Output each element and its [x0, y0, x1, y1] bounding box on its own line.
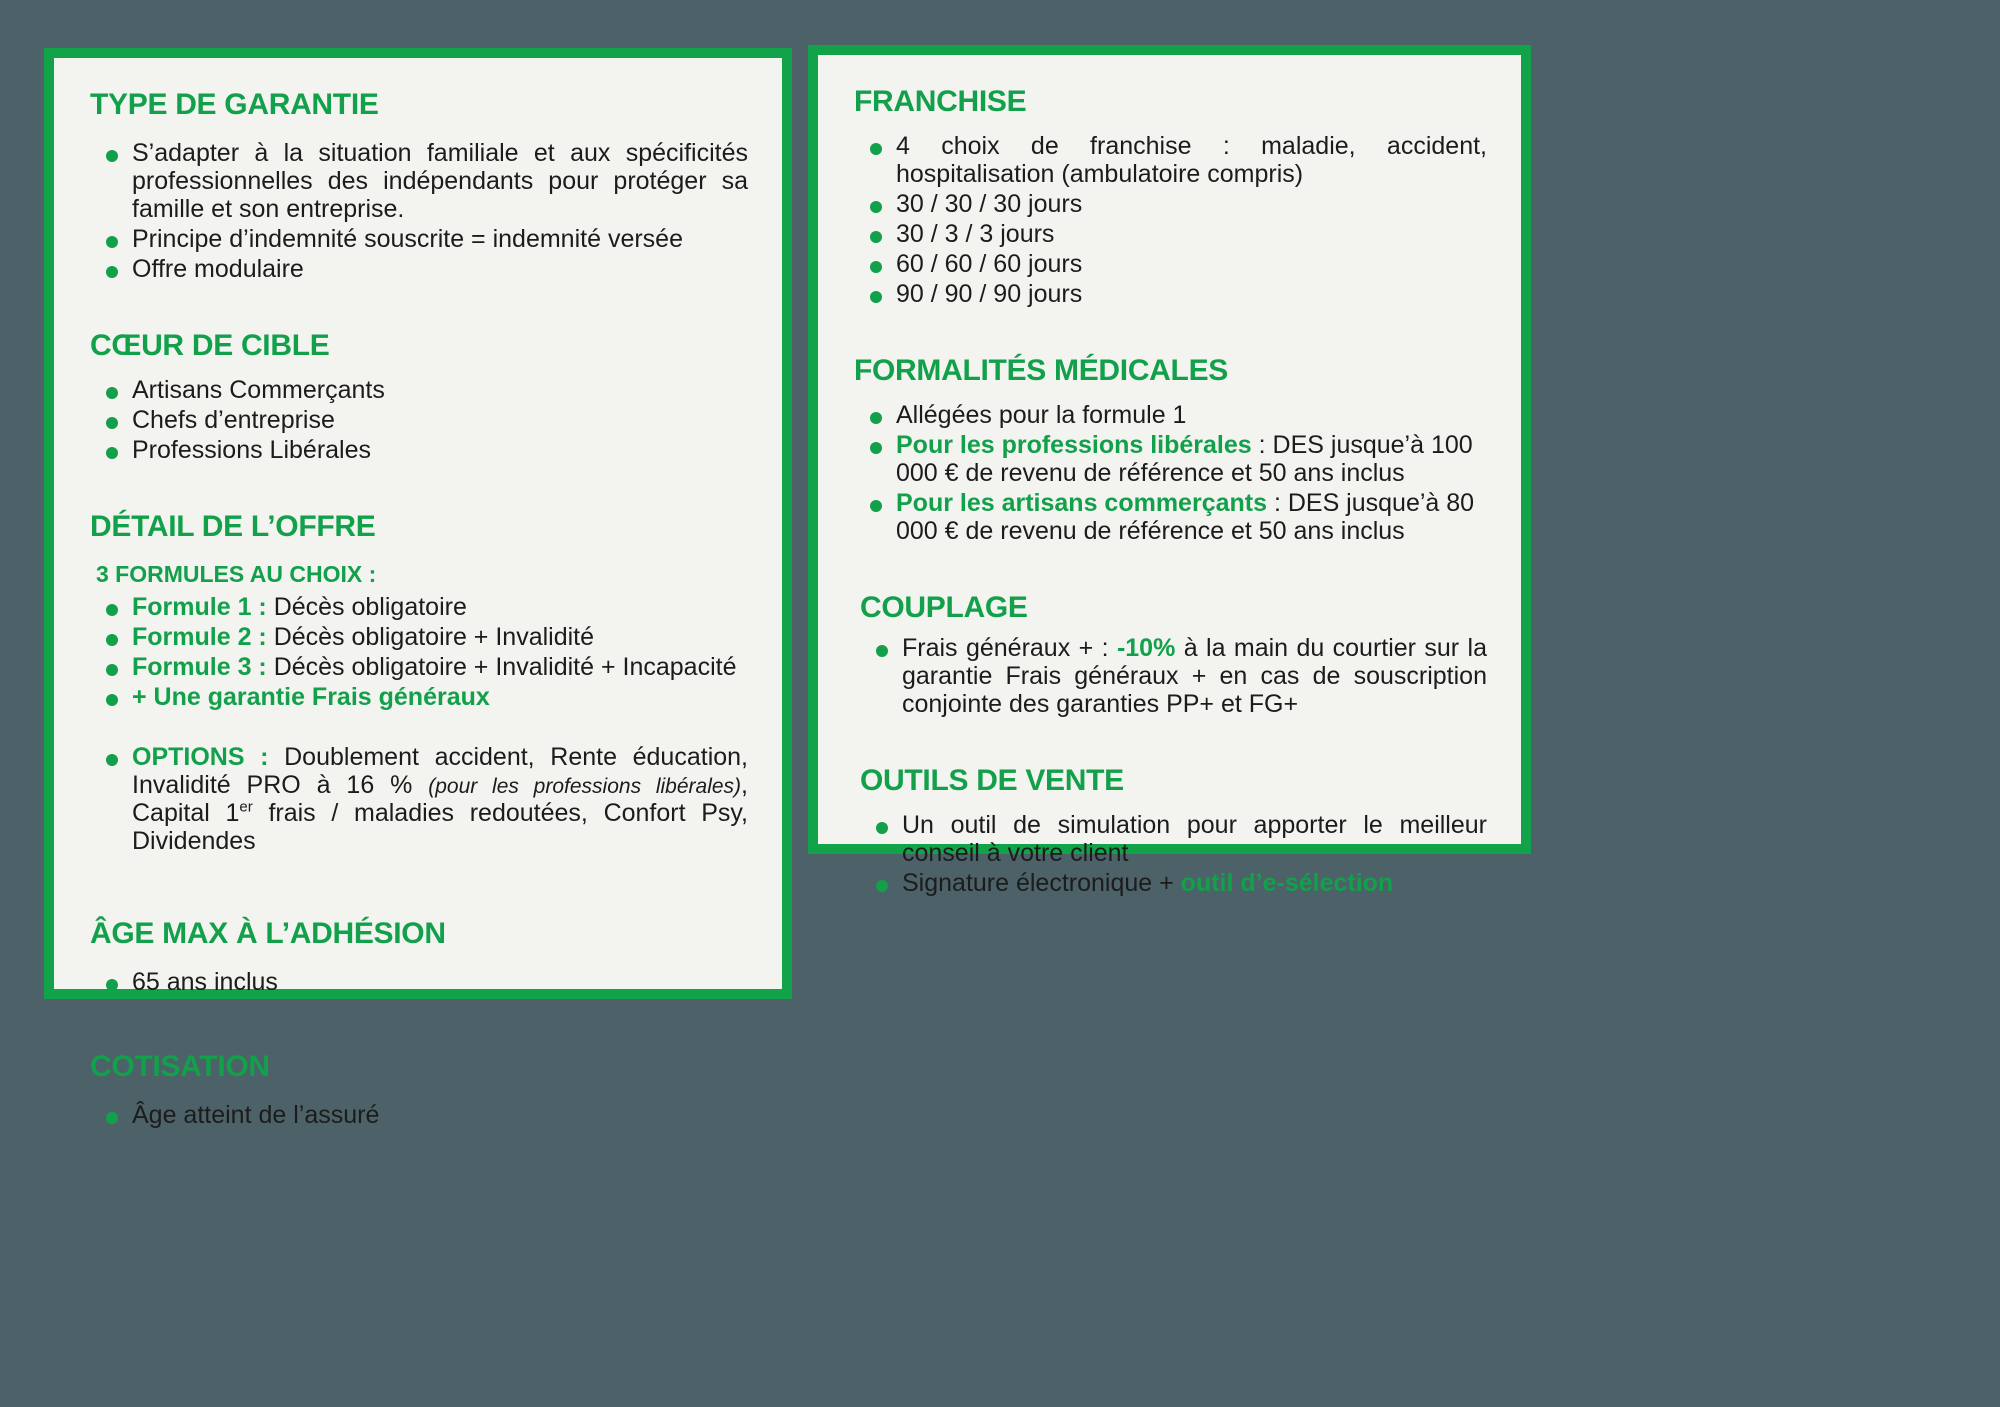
signature-text: Signature électronique +: [902, 869, 1181, 897]
section-heading-type-de-garantie: TYPE DE GARANTIE: [90, 88, 379, 121]
list-item-text: Professions Libérales: [132, 436, 372, 464]
list-item: [90, 406, 748, 434]
list-item-options: [90, 743, 748, 855]
list-item-text: S’adapter à la situation familiale et aux spécificités professionnelles des indépendants pour protéger sa famille et son entreprise.: [132, 139, 748, 223]
list-item: [90, 1101, 748, 1129]
list-item: [90, 376, 748, 404]
list-item-couplage: [860, 634, 1487, 718]
couplage-text-part1: Frais généraux + :: [902, 634, 1117, 662]
professions-liberales-text: : DES jusque’à 100 000 € de revenu de référence et 50 ans inclus: [896, 431, 1473, 487]
outil-e-selection-label: outil d’e-sélection: [1180, 869, 1394, 897]
list-item-signature-electronique: [860, 869, 1487, 897]
list-item-outil-simulation: [860, 811, 1487, 867]
artisans-commercants-text: : DES jusque’à 80 000 € de revenu de référence et 50 ans inclus: [896, 489, 1475, 545]
formule-label: Formule 3 :: [132, 653, 267, 682]
list-item-text: Allégées pour la formule 1: [896, 401, 1187, 429]
list-coeur-de-cible: [90, 376, 748, 464]
list-item: [854, 190, 1487, 218]
list-item: [854, 280, 1487, 308]
section-heading-coeur-de-cible: CŒUR DE CIBLE: [90, 329, 330, 362]
left-panel: [44, 48, 792, 1130]
options-text-part2: , Capital 1: [132, 771, 748, 828]
formule-text: Décès obligatoire + Invalidité + Incapacité: [266, 653, 737, 682]
section-heading-franchise: FRANCHISE: [854, 85, 1027, 118]
list-item: [90, 968, 748, 996]
list-item-artisans-commercants: [854, 489, 1487, 545]
couplage-discount-highlight: -10%: [1116, 634, 1176, 662]
options-superscript: er: [239, 799, 253, 817]
section-heading-age-max-adhesion: ÂGE MAX À L’ADHÉSION: [90, 917, 446, 951]
list-item: [854, 250, 1487, 278]
section-heading-formalites-medicales: FORMALITÉS MÉDICALES: [854, 354, 1228, 387]
couplage-text-part2: à la main du courtier sur la garantie Frais généraux + en cas de souscription conjointe des garanties PP+ et FG+: [902, 634, 1487, 718]
list-item: [90, 436, 748, 464]
list-options: [90, 743, 748, 855]
section-heading-cotisation: COTISATION: [90, 1050, 270, 1084]
list-item-professions-liberales: [854, 431, 1487, 487]
list-type-de-garantie: [90, 139, 748, 283]
list-cotisation: [90, 1101, 748, 1129]
professions-liberales-label: Pour les professions libérales: [896, 431, 1252, 459]
list-item-text: 65 ans inclus: [132, 968, 278, 997]
formule-label: Formule 1 :: [132, 593, 267, 622]
options-text-part3: frais / maladies redoutées, Confort Psy, Dividendes: [132, 799, 748, 856]
list-item-text: 90 / 90 / 90 jours: [896, 280, 1083, 308]
list-item: [90, 255, 748, 283]
list-item: [90, 225, 748, 253]
formule-label: Formule 2 :: [132, 623, 267, 652]
subheading-3-formules-au-choix: 3 FORMULES AU CHOIX :: [96, 561, 377, 587]
list-item: [90, 139, 748, 223]
list-item-formule-3: [90, 653, 748, 681]
list-item-text: Un outil de simulation pour apporter le meilleur conseil à votre client: [902, 811, 1487, 867]
list-item-text: Âge atteint de l’assuré: [132, 1101, 380, 1130]
list-item-text: 4 choix de franchise : maladie, accident, hospitalisation (ambulatoire compris): [896, 132, 1487, 188]
list-age-max: [90, 968, 748, 996]
list-item: [854, 132, 1487, 188]
formule-text: Décès obligatoire: [266, 593, 467, 622]
list-item-text: Artisans Commerçants: [132, 376, 385, 404]
list-item-text: Offre modulaire: [132, 255, 304, 283]
section-heading-detail-de-loffre: DÉTAIL DE L’OFFRE: [90, 510, 376, 543]
list-item-text: 30 / 3 / 3 jours: [896, 220, 1055, 248]
list-item-text: 30 / 30 / 30 jours: [896, 190, 1083, 218]
right-panel: [808, 45, 1531, 897]
list-formules: [90, 593, 748, 711]
list-item-formule-2: [90, 623, 748, 651]
list-item-formule-1: [90, 593, 748, 621]
artisans-commercants-label: Pour les artisans commerçants: [896, 489, 1267, 517]
options-text-part1: Doublement accident, Rente éducation, Invalidité PRO à 16 %: [132, 743, 748, 800]
list-outils-de-vente: [854, 811, 1487, 897]
list-item: [854, 220, 1487, 248]
list-item-allegees: [854, 401, 1487, 429]
list-couplage: [854, 634, 1487, 718]
list-item-garantie-frais-generaux: [90, 683, 748, 711]
list-item-text: 60 / 60 / 60 jours: [896, 250, 1083, 278]
formule-text: Décès obligatoire + Invalidité: [266, 623, 595, 652]
list-franchise: [854, 132, 1487, 308]
garantie-frais-generaux-text: + Une garantie Frais généraux: [132, 683, 490, 712]
list-formalites-medicales: [854, 401, 1487, 545]
options-label: OPTIONS :: [132, 743, 285, 772]
list-item-text: Chefs d’entreprise: [132, 406, 335, 434]
options-text-italic: (pour les professions libérales): [428, 775, 742, 799]
section-heading-couplage: COUPLAGE: [860, 591, 1028, 624]
section-heading-outils-de-vente: OUTILS DE VENTE: [860, 764, 1124, 797]
list-item-text: Principe d’indemnité souscrite = indemnité versée: [132, 225, 683, 253]
